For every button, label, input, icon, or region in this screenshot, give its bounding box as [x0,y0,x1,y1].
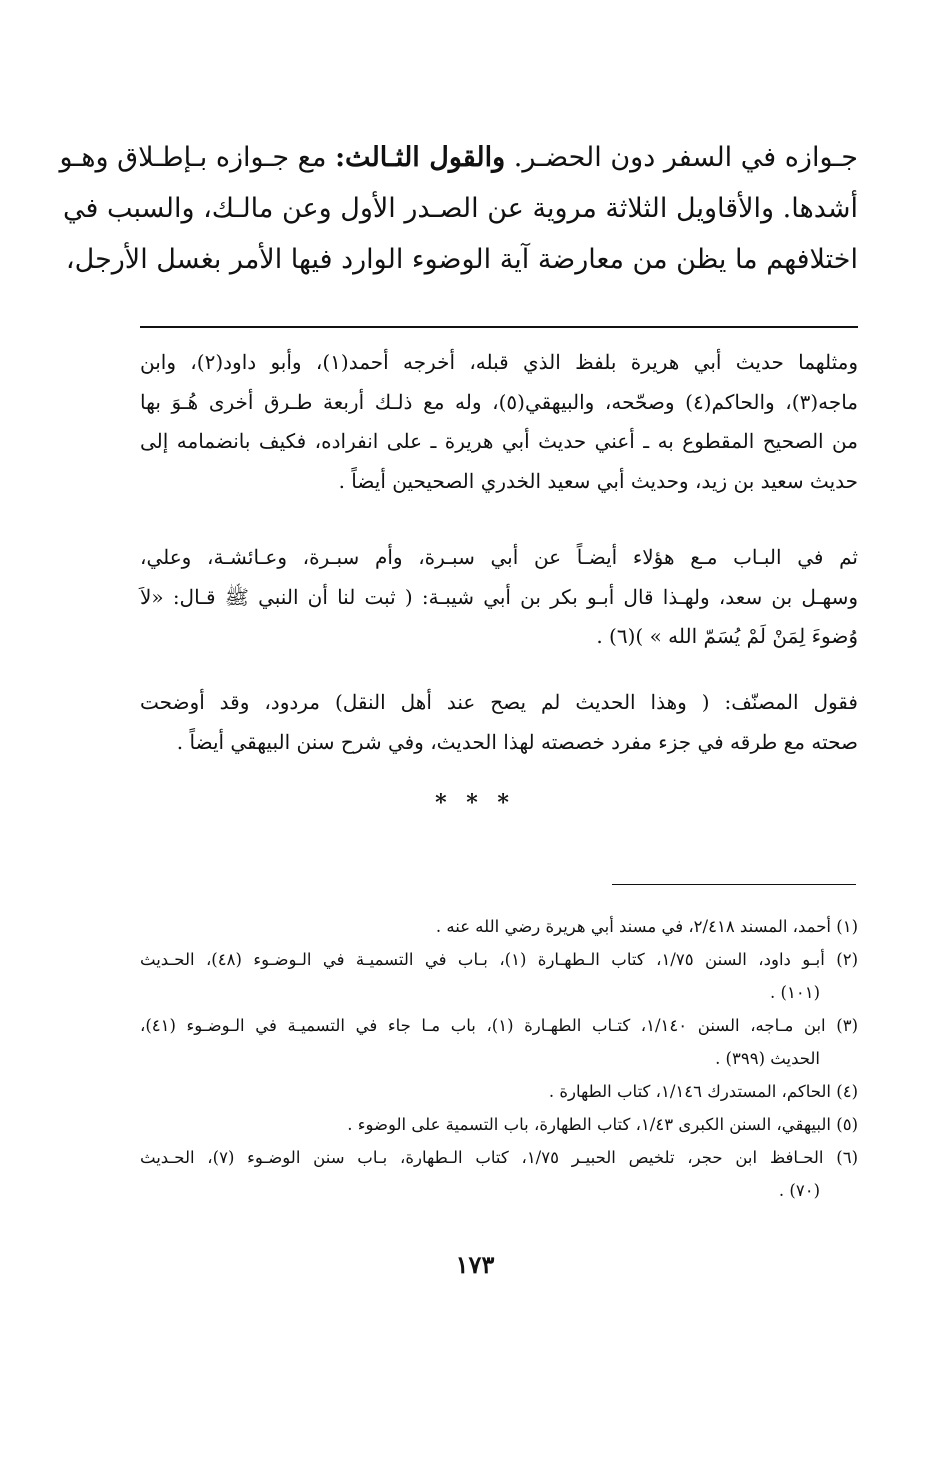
footnote [140,910,858,943]
section-separator: * * * [435,790,515,816]
footnote-line: (٥) البيهقي، السنن الكبرى ١/٤٣، كتاب الطهارة، باب التسمية على الوضوء . [347,1115,858,1134]
commentary-line: ثم في البـاب مـع هؤلاء أيضـاً عن أبي سبـرة، وأم سبـرة، وعـائشـة، وعلي، [140,545,858,569]
footnote [140,1009,858,1075]
commentary-line: ماجه(٣)، والحاكم(٤) وصحّحه، والبيهقي(٥)، وله مع ذلـك أربعة طـرق أخرى هُـوَ بها [140,389,859,414]
main-text-line: اختلافهم ما يظن من معارضة آية الوضوء الوارد فيها الأمر بغسل الأرجل، [65,244,858,275]
main-text-line: أشدها. والأقاويل الثلاثة مروية عن الصـدر الأول وعن مالـك، والسبب في [62,193,858,224]
page-number: ١٧٣ [455,1250,495,1279]
commentary-line: وسهـل بن سعد، ولهـذا قال أبـو بكر بن أبي شيبـة: ( ثبت لنا أن النبي ﷺ قـال: «لاَ [140,584,858,609]
footnote-line: (٤) الحاكم، المستدرك ١/١٤٦، كتاب الطهارة . [548,1082,858,1101]
main-text-line1-a: جـوازه في السفر دون الحضـر. [513,142,858,173]
third-opinion-heading: والقول الثـالث: [335,142,506,173]
main-text-line1-c: مع جـوازه بـإطـلاق وهـو [59,142,327,173]
commentary-line: فقول المصنّف: ( وهذا الحديث لم يصح عند أهل النقل) مردود، وقد أوضحت [140,690,858,714]
footnote-divider [612,884,856,885]
footnote-line: (٣) ابن مـاجه، السنن ١/١٤٠، كتـاب الطهـارة (١)، باب مـا جاء في التسميـة في الـوضـوء (٤١)، [140,1016,858,1035]
footnote-line: الحديث (٣٩٩) . [715,1049,820,1068]
footnote-line: (٢) أبـو داود، السنن ١/٧٥، كتاب الـطهـارة (١)، بـاب في التسميـة في الـوضـوء (٤٨)، الحـديث [140,950,859,969]
commentary-line: صحته مع طرقه في جزء مفرد خصصته لهذا الحديث، وفي شرح سنن البيهقي أيضاً . [176,729,858,754]
main-text-divider [140,326,858,328]
footnote [140,943,858,1009]
commentary-line: حديث سعيد بن زيد، وحديث أبي سعيد الخدري الصحيحين أيضاً . [338,468,858,493]
main-text-line [59,132,858,183]
footnote [140,1108,858,1141]
commentary-paragraph [140,683,858,762]
commentary-paragraph [140,343,858,501]
footnote-line: (١) أحمد، المسند ٢/٤١٨، في مسند أبي هريرة رضي الله عنه . [435,917,858,936]
footnote-line: (١٠١) . [770,983,820,1002]
footnote [140,1075,858,1108]
footnote-line: (٦) الحـافظ ابن حجر، تلخيص الحبيـر ١/٧٥، كتاب الـطهارة، بـاب سنن الوضـوء (٧)، الحـديث [140,1148,858,1167]
main-text-block [59,132,858,285]
commentary-line: وُضوءَ لِمَنْ لَمْ يُسَمّ الله » )(٦) . [596,624,858,648]
commentary-line: ومثلهما حديث أبي هريرة بلفظ الذي قبله، أخرجه أحمد(١)، وأبو داود(٢)، وابن [140,350,859,374]
commentary-paragraph [140,538,858,657]
footnote-line: (٧٠) . [778,1181,820,1200]
footnote [140,1141,858,1207]
footnotes [140,910,858,1207]
commentary-line: من الصحيح المقطوع به ـ أعني حديث أبي هريرة ـ على انفراده، فكيف بانضمامه إلى [140,429,858,453]
